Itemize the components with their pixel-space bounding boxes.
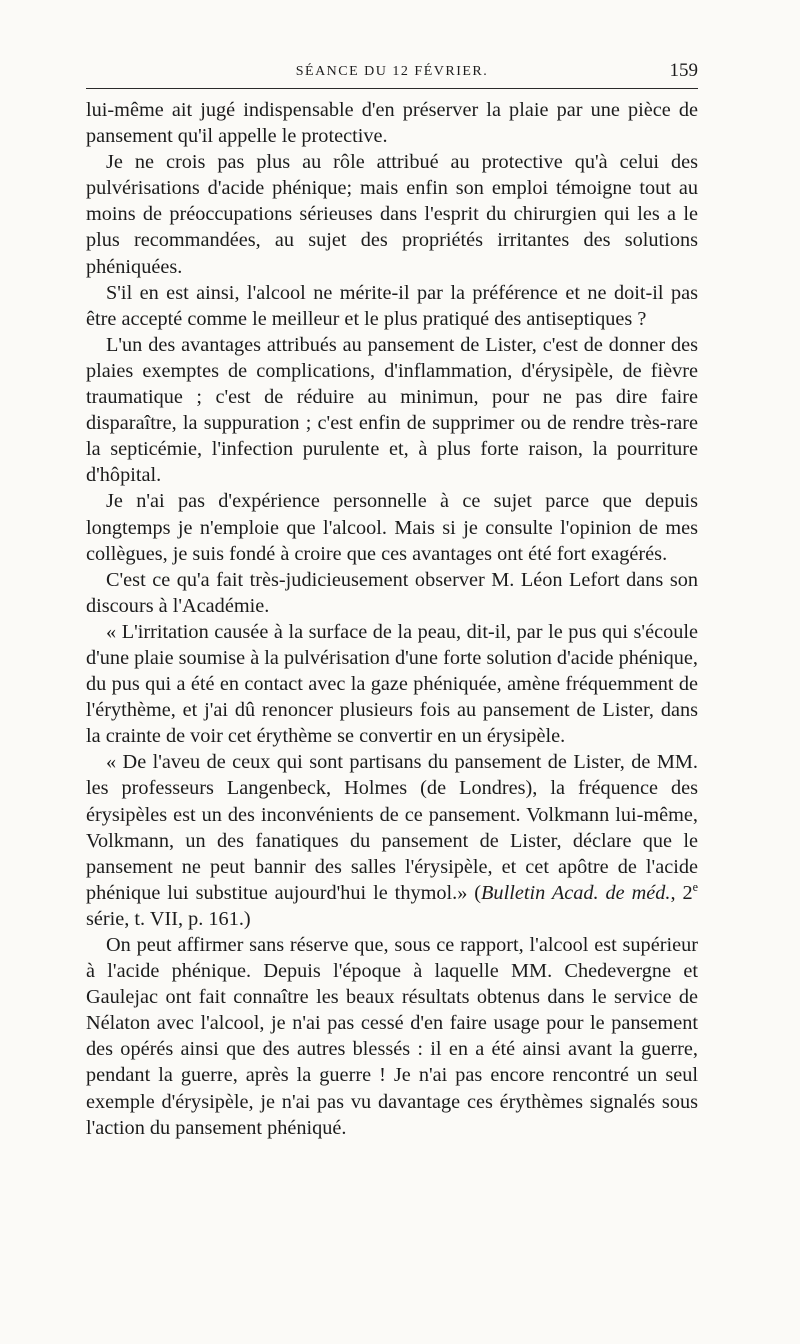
paragraph: On peut affirmer sans réserve que, sous ce rapport, l'alcool est supérieur à l'acide phénique. Depuis l'époque à laquelle MM. Chedevergne et Gaulejac ont fait connaître les beaux résultats obtenus dans le service de Nélaton avec l'alcool, je n'ai pas cessé d'en faire usage pour le pansement des opérés ainsi que des autres blessés : il en a été ainsi avant la guerre, pendant la guerre, après la guerre ! Je n'ai pas encore rencontré un seul exemple d'érysipèle, je n'ai pas vu davantage ces érythèmes signalés sous l'action du pansement phéniqué.	[86, 934, 698, 1139]
quotation-paragraph: « L'irritation causée à la surface de la peau, dit-il, par le pus qui s'écoule d'une plaie soumise à la pulvérisation d'une forte solution d'acide phénique, du pus qui a été en contact avec la gaze phéniquée, amène fréquemment de l'érythème, et j'ai dû renoncer plusieurs fois au pansement de Lister, dans la crainte de voir cet érythème se convertir en un érysipèle.	[86, 620, 698, 748]
citation-series-rest: série, t. VII, p. 161.)	[86, 907, 251, 930]
page-number: 159	[669, 60, 698, 81]
paragraph: Je ne crois pas plus au rôle attribué au protective qu'à celui des pulvérisations d'acide phénique; mais enfin son emploi témoigne tout au moins de préoccupations sérieuses dans l'esprit du chirurgien qui les a le plus recommandées, au sujet des propriétés irritantes des solutions phéniquées.	[86, 151, 698, 278]
body-text	[86, 97, 698, 1141]
paragraph: lui-même ait jugé indispensable d'en préserver la plaie par une pièce de pansement qu'il appelle le protective.	[86, 99, 698, 148]
page	[86, 58, 698, 1141]
citation-separator: ,	[670, 881, 683, 904]
paragraph: L'un des avantages attribués au pansement de Lister, c'est de donner des plaies exemptes de complications, d'inflammation, d'érysipèle, de fièvre traumatique ; c'est de réduire au minimun, pour ne pas dire faire disparaître, la suppuration ; c'est enfin de supprimer ou de rendre très-rare la septicémie, l'infection purulente et, à plus forte raison, la pourriture d'hôpital.	[86, 333, 698, 487]
running-head-title: SÉANCE DU 12 FÉVRIER.	[295, 64, 489, 79]
quotation-text: « De l'aveu de ceux qui sont partisans du pansement de Lister, de MM. les professeurs Langenbeck, Holmes (de Londres), la fréquence des érysipèles est un des inconvénients de ce pansement. Volkmann lui-même, Volkmann, un des fanatiques du pansement de Lister, déclare que le pansement ne peut bannir des salles l'érysipèle, et cet apôtre de l'acide phénique lui substitue aujourd'hui le thymol.» (	[86, 751, 698, 904]
running-head	[86, 58, 698, 89]
citation-source: Bulletin Acad. de méd.	[481, 881, 671, 904]
citation-series-number: 2	[682, 881, 693, 904]
paragraph: S'il en est ainsi, l'alcool ne mérite-il par la préférence et ne doit-il pas être accepté comme le meilleur et le plus pratiqué des antiseptiques ?	[86, 281, 698, 330]
paragraph: Je n'ai pas d'expérience personnelle à ce sujet parce que depuis longtemps je n'emploie que l'alcool. Mais si je consulte l'opinion de mes collègues, je suis fondé à croire que ces avantages ont été fort exagérés.	[86, 490, 698, 565]
paragraph: C'est ce qu'a fait très-judicieusement observer M. Léon Lefort dans son discours à l'Académie.	[86, 568, 698, 617]
citation-series-superscript: e	[692, 880, 698, 895]
quotation-paragraph	[86, 749, 698, 932]
